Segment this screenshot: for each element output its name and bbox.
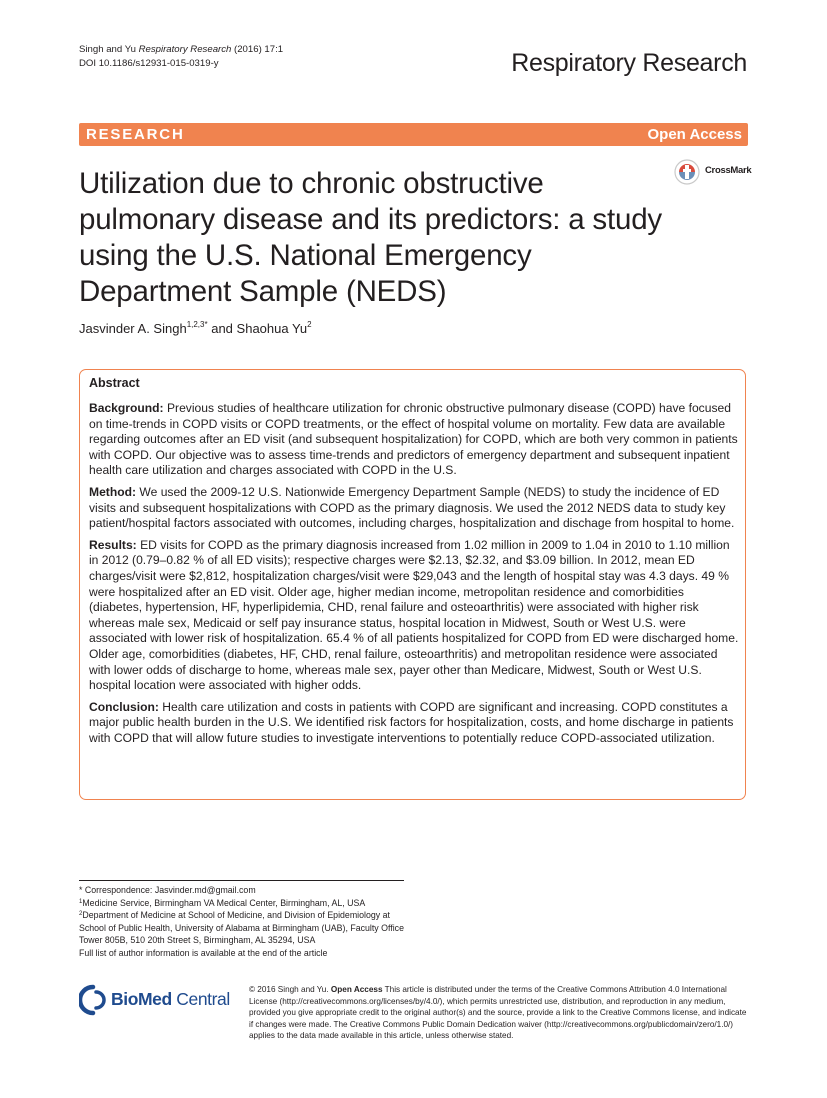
header-journal: Respiratory Research [138, 44, 232, 55]
affiliation-text: Medicine Service, Birmingham VA Medical Center, Birmingham, AL, USA [82, 897, 366, 908]
header-volume: (2016) 17:1 [234, 44, 284, 55]
section-text: Previous studies of healthcare utilization for chronic obstructive pulmonary disease (COPD) have focused on time-trends in COPD visits or COPD treatments, or the effect of hospital volume on mortality. Few data are available regarding outcomes after an ED visit (and subsequent hospitalization) for COPD, which are both very common in patients with COPD. Our objective was to assess time-trends and predictors of emergency department and subsequent inpatient health care utilization and charges associated with COPD in the U.S. [89, 401, 738, 478]
correspondence-email[interactable]: Jasvinder.md@gmail.com [154, 885, 256, 895]
affiliation-marker: 1 [79, 898, 83, 905]
open-access-label: Open Access [330, 985, 383, 994]
section-label: Results: [89, 537, 137, 552]
copyright-line: © 2016 Singh and Yu. [249, 985, 329, 994]
section-label: Method: [89, 484, 137, 499]
author-conjunction: and [211, 321, 233, 336]
license-statement [249, 984, 749, 1042]
section-text: We used the 2009-12 U.S. Nationwide Emergency Department Sample (NEDS) to study the incidence of ED visits and subsequent hospitalizations with COPD as the primary diagnosis. We used the 2012 NEDS data to study key patient/hospital factors associated with outcomes, including charges, hospitalization and dischage from hospital to home. [89, 484, 735, 531]
header-doi: DOI 10.1186/s12931-015-0319-y [79, 58, 219, 69]
license-text: This article is distributed under the terms of the Creative Commons Attribution 4.0 International License (http://creativecommons.org/licenses/by/4.0/), which permits unrestricted use, distribution, and reproduction in any medium, provided you give appropriate credit to the original author(s) and the source, provide a link to the Creative Commons license, and indicate if changes were made. The Creative Commons Public Domain Dedication waiver (http://creativecommons.org/publicdomain/zero/1.0/) applies to the data made available in this article, unless otherwise stated. [249, 985, 747, 1040]
citation-line [79, 43, 283, 57]
correspondence [79, 884, 409, 897]
journal-name: Respiratory Research [511, 49, 747, 77]
author-info-note: Full list of author information is available at the end of the article [79, 947, 328, 958]
abstract-method [89, 485, 739, 532]
affiliation-marker: 2 [79, 911, 83, 918]
header-authors: Singh and Yu [79, 44, 136, 55]
abstract-heading: Abstract [89, 376, 140, 390]
abstract-results [89, 538, 739, 694]
author-list [79, 321, 312, 336]
footnotes [79, 884, 409, 960]
author-name[interactable]: Jasvinder A. Singh [79, 321, 187, 336]
section-label: Background: [89, 401, 164, 415]
logo-bio: BioMed [111, 989, 172, 1009]
article-title: Utilization due to chronic obstructive pulmonary disease and its predictors: a study using the U.S. National Emergency Department Sample (NEDS) [79, 167, 662, 308]
affiliation-text: Department of Medicine at School of Medicine, and Division of Epidemiology at School of Public Health, University of Alabama at Birmingham (UAB), Faculty Office Tower 805B, 510 20th Street S, Birmingham, AL 35294, USA [79, 910, 404, 946]
author-affiliation-marker: 2 [307, 320, 312, 329]
crossmark-badge[interactable] [674, 159, 754, 185]
correspondence-label: * Correspondence: [79, 885, 153, 895]
running-header-citation [79, 43, 283, 71]
author-affiliation-marker: 1,2,3* [186, 320, 208, 329]
abstract-conclusion [89, 700, 739, 747]
biomed-central-logo-icon [79, 984, 109, 1016]
section-label: Conclusion: [89, 699, 159, 714]
crossmark-icon [674, 159, 702, 185]
footnote-divider [79, 880, 404, 881]
biomed-central-logo[interactable] [79, 984, 239, 1018]
section-text: ED visits for COPD as the primary diagnosis increased from 1.02 million in 2009 to 1.04 in 2010 to 1.10 million in 2012 (0.79–0.82 % of all ED visits); respective charges were $2.13, $2.32, and $3.09 billion. In 2012, mean ED charges/visit were $2,812, hospitalization charges/visit were $29,043 and the length of hospital stay was 4.3 days. 49 % were hospitalized after an ED visit. Older age, higher median income, metropolitan residence and comorbidities (diabetes, hypertension, HF, hyperlipidemia, CHD, renal failure and osteoarthritis) were associated with higher risk whereas male sex, Medicaid or self pay insurance status, hospital location in Midwest, South or West U.S. were associated with lower risk of hospitalization. 65.4 % of all patients hospitalized for COPD from ED were discharged home. Older age, comorbidities (diabetes, HF, CHD, renal failure, osteoarthritis) and metropolitan residence were associated with lower odds of discharge to home, whereas male sex, payer other than Medicare, Midwest, South or West U.S. hospital location were associated with higher odds. [89, 537, 739, 693]
crossmark-label: CrossMark [705, 165, 752, 176]
affiliation-1 [79, 897, 409, 910]
author-name[interactable]: Shaohua Yu [236, 321, 308, 336]
open-access-label: Open Access [647, 126, 742, 143]
abstract-background [89, 401, 739, 479]
logo-central: Central [176, 989, 230, 1009]
section-text: Health care utilization and costs in patients with COPD are significant and increasing. COPD constitutes a major public health burden in the U.S. We identified risk factors for hospitalization, costs, and home discharge in patients with COPD that will allow future studies to investigate interventions to potentially reduce COPD-associated utilization. [89, 699, 734, 745]
article-type-banner [79, 123, 748, 146]
affiliation-2 [79, 909, 409, 947]
logo-wordmark [111, 989, 230, 1010]
abstract-box [79, 369, 746, 800]
article-type-label: RESEARCH [86, 126, 185, 143]
abstract-body [89, 401, 739, 752]
